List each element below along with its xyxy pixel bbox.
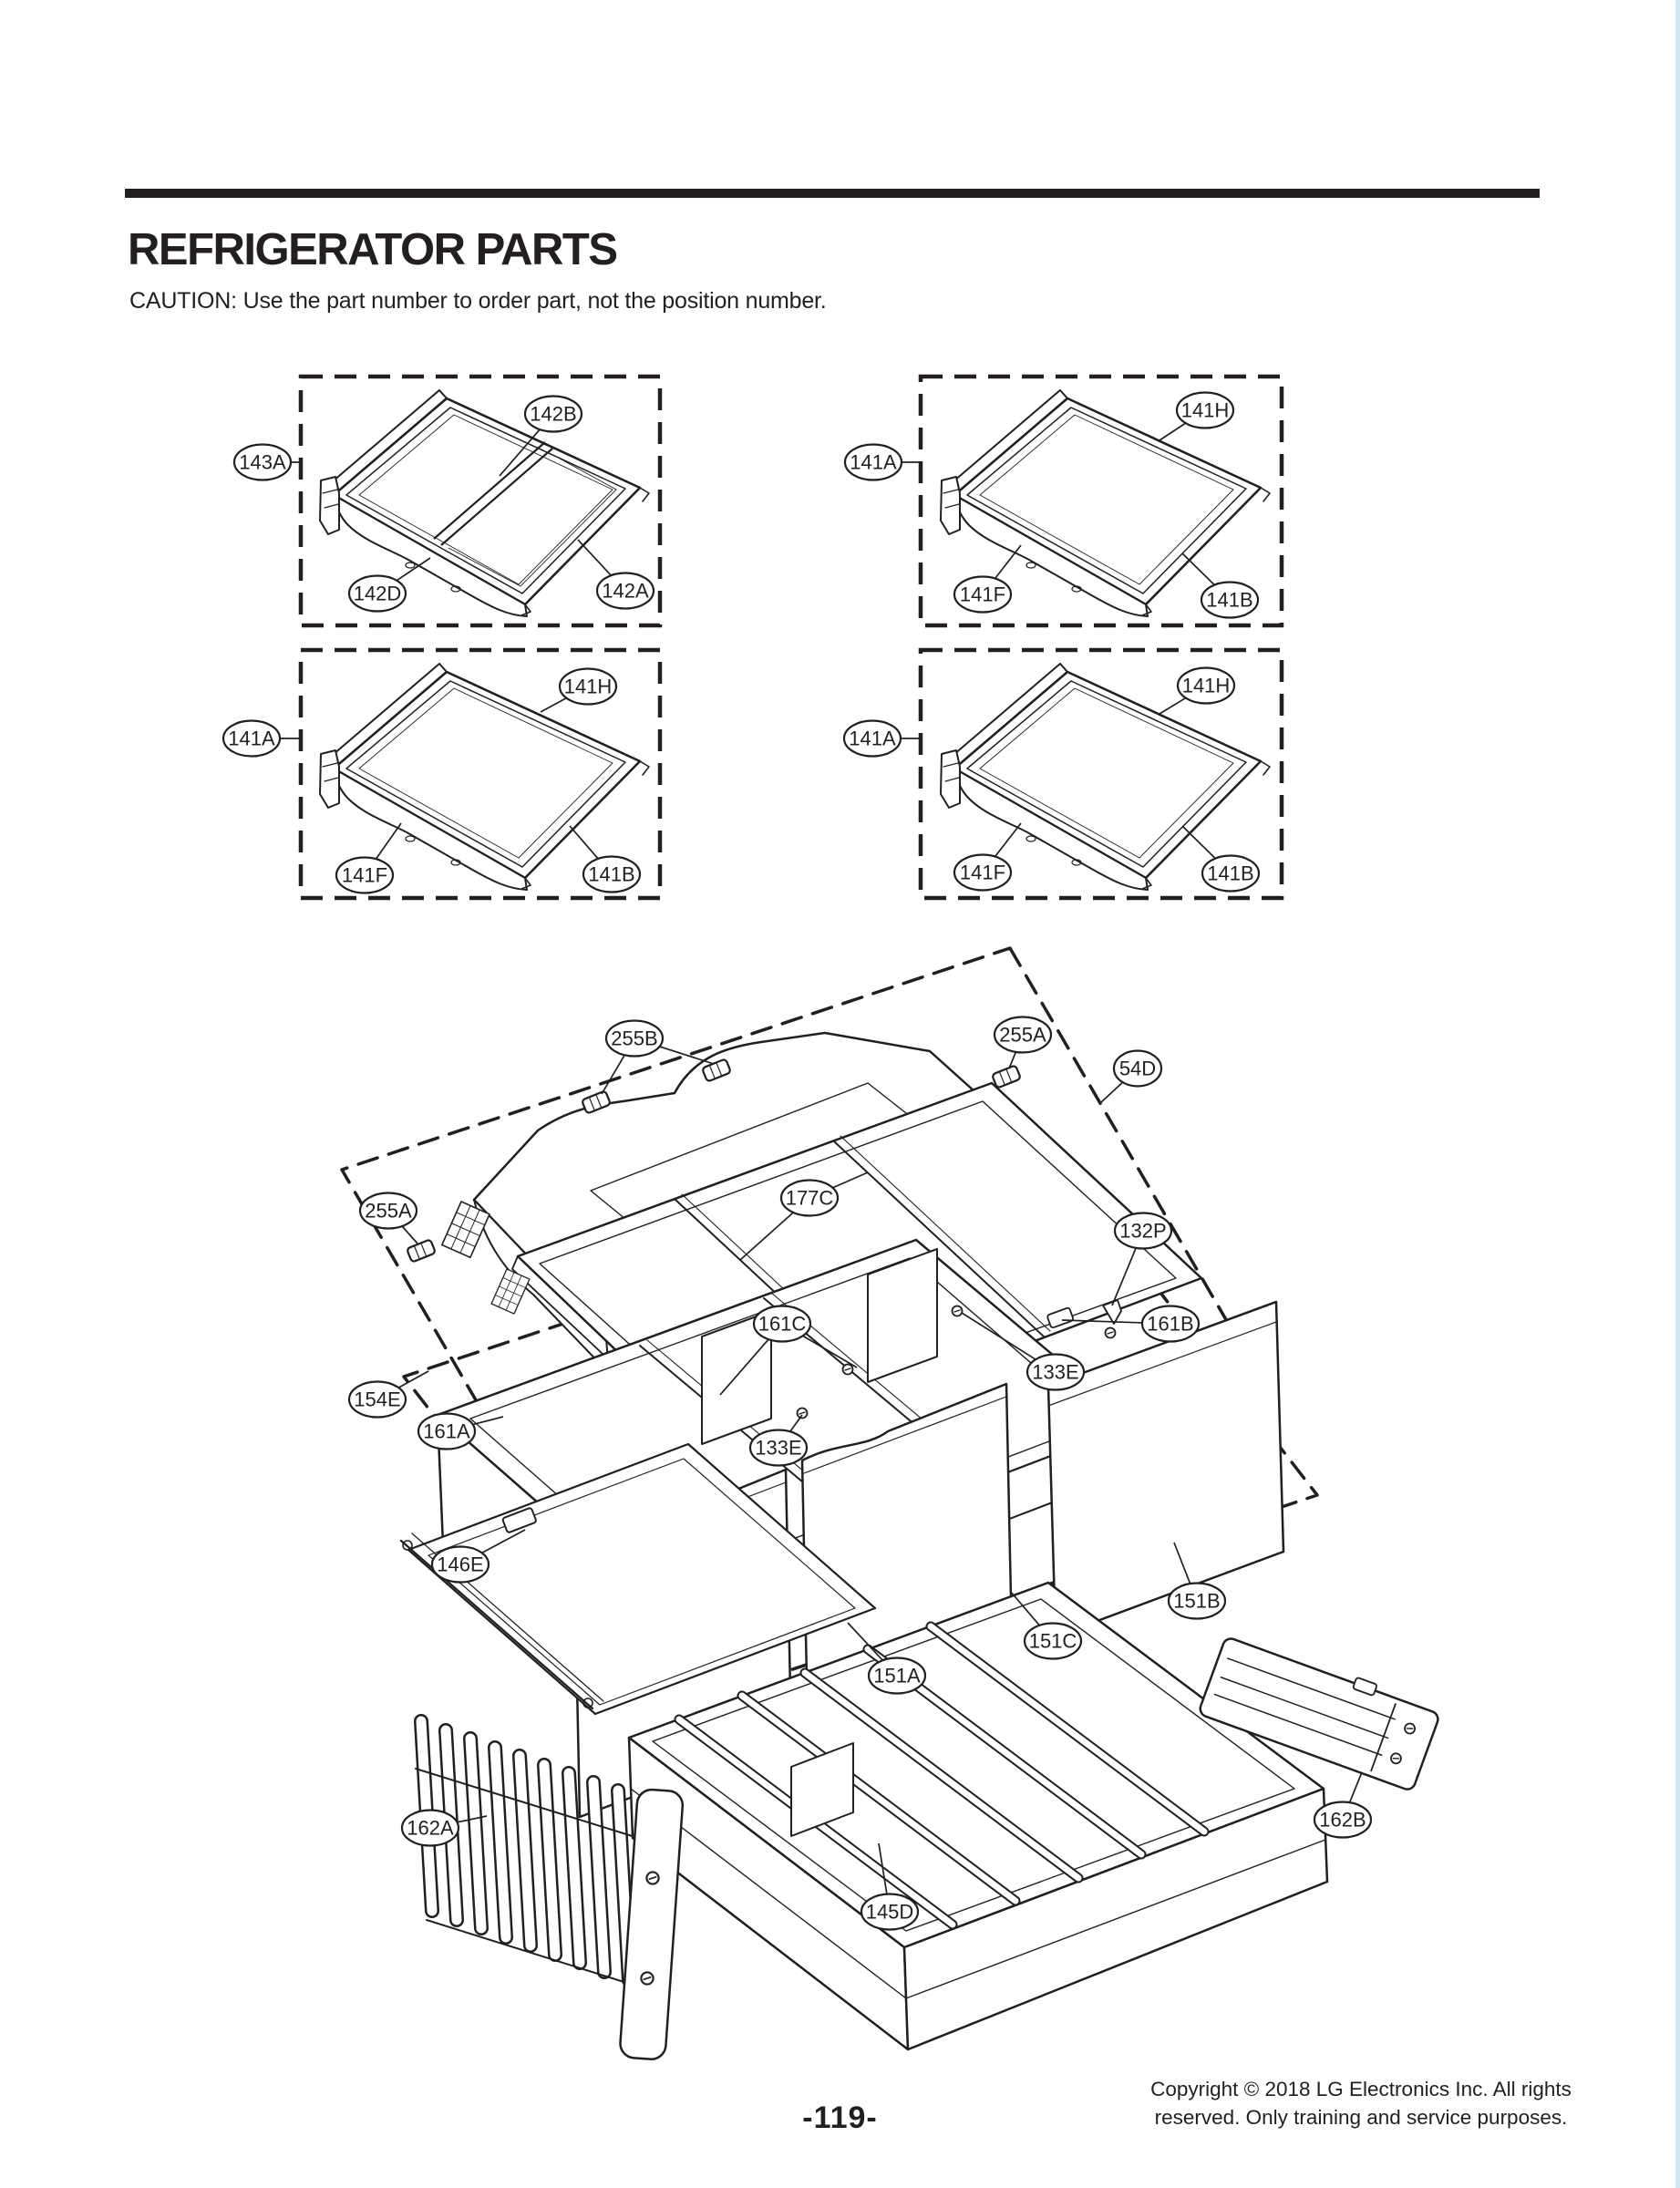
callout-label: 255B [611,1027,658,1050]
callout-label: 151B [1173,1589,1221,1613]
callout-label: 143A [239,450,286,474]
part-callout-255A [995,1017,1051,1069]
part-callout-54D [1100,1051,1161,1104]
leader-line [541,698,566,712]
part-callout-255A [360,1193,417,1244]
callout-label: 255A [999,1023,1046,1047]
callout-label: 141F [341,863,388,887]
part-callout-141A [223,721,301,757]
leader-line [1160,698,1186,714]
copyright-notice [1106,2075,1616,2131]
callout-label: 141B [588,862,635,886]
callout-label: 141B [1207,862,1254,885]
callout-label: 141H [1181,674,1231,697]
callout-label: 54D [1118,1057,1157,1080]
callout-label: 162B [1319,1808,1366,1832]
callout-label: 141F [959,861,1006,884]
part-callout-141B [1182,553,1258,618]
part-callout-141H [541,669,616,713]
part-callout-141B [570,826,640,893]
part-drawer-panel-151b [1048,1302,1283,1636]
callout-label: 141B [1206,588,1253,612]
part-clip-255a-right [992,1065,1021,1088]
part-callout-143A [234,445,301,480]
page-number: -119- [802,2100,878,2135]
leader-line [578,540,611,575]
callout-label: 177C [785,1186,834,1210]
callout-label: 141F [959,583,1006,606]
callout-label: 151A [873,1664,921,1687]
part-callout-141H [1160,668,1234,715]
part-callout-141A [845,445,921,480]
callout-label: 161B [1147,1312,1194,1336]
leader-line [1100,1082,1123,1103]
callout-label: 141H [1180,398,1230,422]
callout-label: 145D [865,1900,914,1924]
callout-label: 146E [437,1553,484,1576]
callout-label: 133E [1032,1360,1079,1384]
callout-label: 255A [365,1199,412,1223]
part-clip-255a-left [407,1239,436,1262]
leader-line [1160,423,1186,440]
part-callout-141F [336,823,401,893]
leader-line [376,823,401,859]
callout-label: 132P [1119,1219,1167,1243]
callout-label: 161A [423,1419,470,1443]
leader-line [995,823,1021,856]
leader-line [1182,553,1214,585]
leader-line [1350,1772,1362,1802]
caution-text: CAUTION: Use the part number to order part, not the position number. [129,288,827,314]
callout-label: 133E [755,1436,802,1460]
callout-label: 141A [849,727,896,750]
part-callout-141A [844,721,921,757]
callout-label: 141A [228,727,275,750]
part-callout-141B [1182,826,1259,892]
part-callout-142D [349,558,430,612]
part-callout-142A [578,540,654,609]
part-callout-141F [954,823,1021,891]
part-callout-141F [954,545,1021,613]
callout-label: 142B [530,402,577,426]
callout-label: 162A [407,1816,454,1840]
callout-label: 142D [353,582,402,605]
callout-label: 141A [850,450,897,474]
leader-line [1182,826,1215,859]
leader-line [402,1226,417,1244]
callout-label: 161C [758,1312,807,1336]
leader-line [602,1055,624,1094]
copyright-line-1: Copyright © 2018 LG Electronics Inc. All rights [1150,2078,1572,2100]
callout-label: 154E [354,1388,401,1411]
callout-label: 141H [563,675,613,698]
callout-label: 151C [1028,1629,1077,1653]
copyright-line-2: reserved. Only training and service purposes. [1154,2106,1568,2129]
part-callout-141H [1160,393,1233,441]
callout-label: 142A [602,579,649,603]
page-title: REFRIGERATOR PARTS [128,225,617,274]
leader-line [570,826,598,859]
